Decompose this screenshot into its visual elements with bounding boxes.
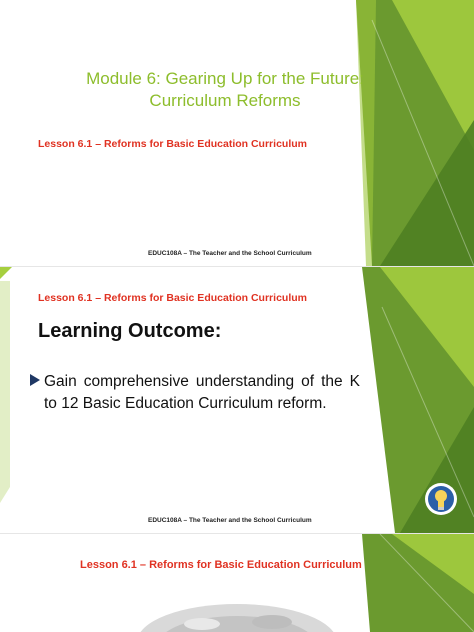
lesson-title: Lesson 6.1 – Reforms for Basic Education Curriculum — [38, 292, 307, 304]
bullet-item — [30, 371, 360, 415]
lesson-title: Lesson 6.1 – Reforms for Basic Education Curriculum — [38, 138, 307, 150]
slide-title — [0, 0, 474, 266]
module-title — [40, 68, 410, 112]
sketch-illustration — [132, 594, 342, 632]
triangle-bullet-icon — [30, 374, 40, 386]
lesson-title: Lesson 6.1 – Reforms for Basic Education Curriculum — [80, 559, 362, 571]
slide-learning-outcome — [0, 267, 474, 533]
module-title-line1: Module 6: Gearing Up for the Future: — [86, 69, 364, 88]
module-title-line2: Curriculum Reforms — [149, 91, 301, 110]
course-footer: EDUC108A – The Teacher and the School Curriculum — [148, 250, 312, 257]
lightbulb-logo-icon — [424, 481, 458, 521]
green-panel-decoration — [0, 0, 474, 266]
course-footer: EDUC108A – The Teacher and the School Curriculum — [148, 517, 312, 524]
bullet-text: Gain comprehensive understanding of the K to 12 Basic Education Curriculum reform. — [44, 373, 360, 412]
slide-partial — [0, 534, 474, 632]
learning-outcome-heading: Learning Outcome: — [38, 320, 222, 342]
